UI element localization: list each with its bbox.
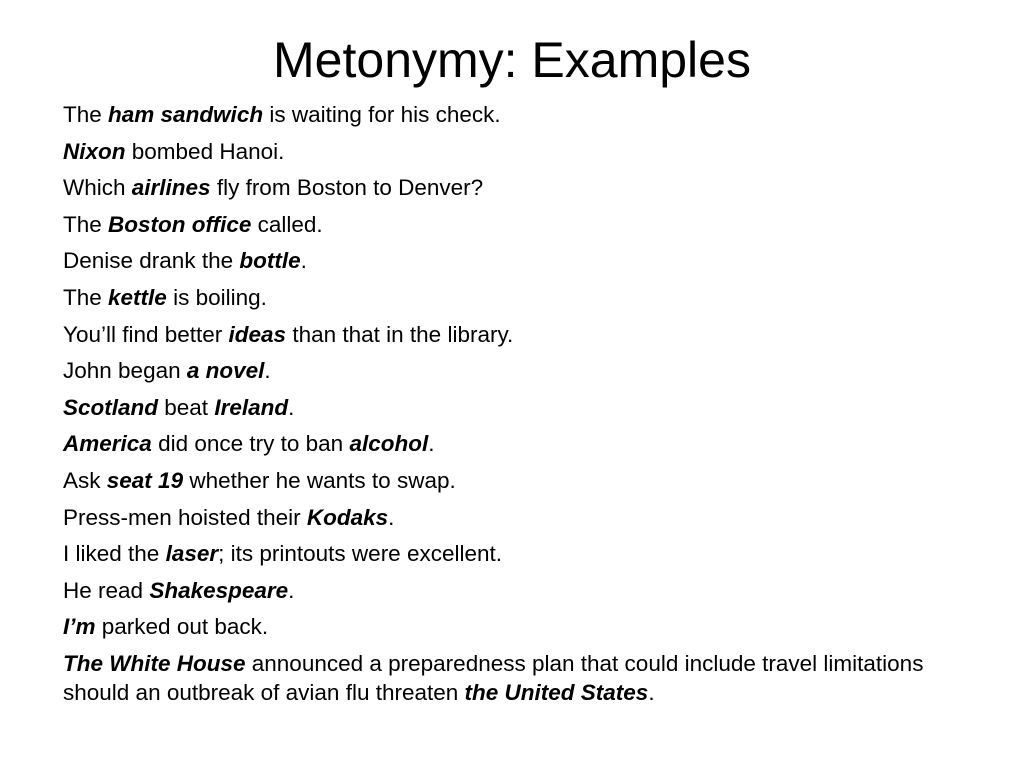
sentence-text: Denise drank the bbox=[63, 248, 240, 274]
sentence-text: ; its printouts were excellent. bbox=[218, 541, 503, 567]
sentence-text: is boiling. bbox=[166, 284, 267, 310]
sentence-text: called. bbox=[251, 211, 323, 237]
example-sentence bbox=[63, 137, 963, 166]
sentence-text: . bbox=[264, 358, 271, 384]
sentence-text: beat bbox=[158, 394, 215, 420]
metonym-phrase: the United States bbox=[464, 679, 649, 705]
metonym-phrase: The White House bbox=[63, 650, 246, 676]
metonym-phrase: Shakespeare bbox=[149, 577, 289, 603]
sentence-text: The bbox=[63, 102, 109, 127]
metonym-phrase: America bbox=[63, 431, 152, 457]
example-sentence bbox=[63, 466, 963, 495]
example-sentence bbox=[63, 539, 963, 568]
sentence-text: You’ll find better bbox=[63, 321, 229, 347]
metonym-phrase: airlines bbox=[131, 175, 211, 201]
sentence-text: fly from Boston to Denver? bbox=[210, 175, 484, 201]
sentence-text: . bbox=[388, 504, 395, 530]
slide-title: Metonymy: Examples bbox=[273, 32, 751, 88]
example-sentence bbox=[63, 576, 963, 605]
sentence-text: . bbox=[300, 248, 307, 274]
metonym-phrase: kettle bbox=[108, 284, 167, 310]
example-sentence bbox=[63, 246, 963, 275]
sentence-text: . bbox=[648, 679, 655, 705]
example-sentence bbox=[63, 649, 963, 707]
sentence-text: He read bbox=[63, 577, 150, 603]
metonym-phrase: Nixon bbox=[63, 138, 126, 164]
sentence-text: . bbox=[288, 577, 295, 603]
example-sentence bbox=[63, 210, 963, 239]
metonym-phrase: laser bbox=[165, 541, 219, 567]
example-sentence bbox=[63, 429, 963, 458]
sentence-text: is waiting for his check. bbox=[263, 102, 501, 127]
example-list bbox=[63, 100, 963, 715]
sentence-text: . bbox=[428, 431, 435, 457]
sentence-text: Press-men hoisted their bbox=[63, 504, 307, 530]
sentence-text: I liked the bbox=[63, 541, 166, 567]
sentence-text: parked out back. bbox=[95, 614, 269, 640]
metonym-phrase: bottle bbox=[239, 248, 301, 274]
metonym-phrase: alcohol bbox=[349, 431, 429, 457]
example-sentence bbox=[63, 100, 963, 129]
example-sentence bbox=[63, 283, 963, 312]
metonym-phrase: seat 19 bbox=[106, 467, 184, 493]
example-sentence bbox=[63, 503, 963, 532]
metonym-phrase: Kodaks bbox=[306, 504, 389, 530]
metonym-phrase: Boston office bbox=[108, 211, 252, 237]
example-sentence bbox=[63, 356, 963, 385]
sentence-text: . bbox=[288, 394, 295, 420]
metonym-phrase: a novel bbox=[186, 358, 265, 384]
sentence-text: announced a preparedness plan that could include travel limitations should an outbreak of avian flu threaten bbox=[63, 650, 924, 705]
sentence-text: than that in the library. bbox=[286, 321, 514, 347]
metonym-phrase: I’m bbox=[63, 614, 96, 640]
sentence-text: bombed Hanoi. bbox=[125, 138, 285, 164]
example-sentence bbox=[63, 320, 963, 349]
sentence-text: whether he wants to swap. bbox=[183, 467, 456, 493]
sentence-text: Which bbox=[63, 175, 132, 201]
sentence-text: The bbox=[63, 284, 109, 310]
example-sentence bbox=[63, 393, 963, 422]
sentence-text: John began bbox=[63, 358, 187, 384]
sentence-text: Ask bbox=[63, 467, 107, 493]
metonym-phrase: ham sandwich bbox=[108, 102, 264, 127]
example-sentence bbox=[63, 173, 963, 202]
example-sentence bbox=[63, 612, 963, 641]
sentence-text: did once try to ban bbox=[151, 431, 350, 457]
sentence-text: The bbox=[63, 211, 109, 237]
metonym-phrase: Ireland bbox=[214, 394, 289, 420]
metonym-phrase: ideas bbox=[228, 321, 287, 347]
metonym-phrase: Scotland bbox=[63, 394, 159, 420]
